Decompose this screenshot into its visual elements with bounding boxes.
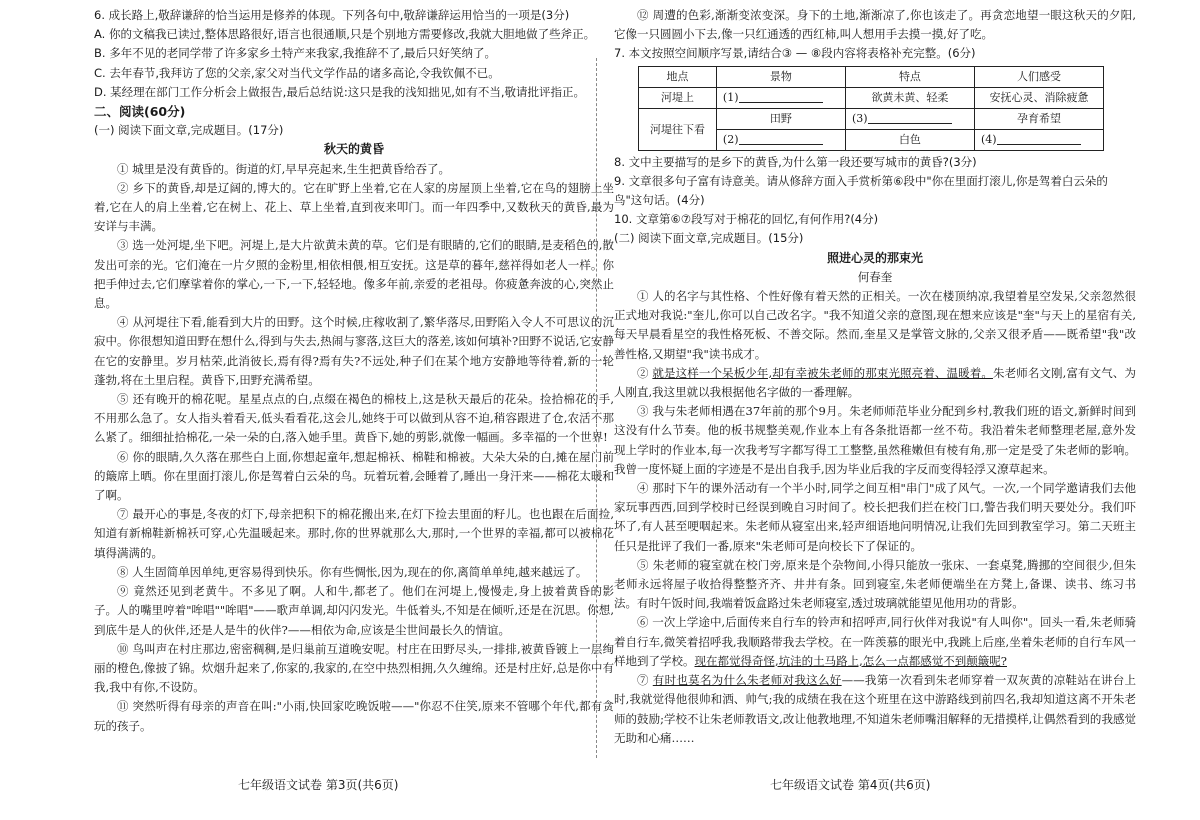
question-8: 8. 文中主要描写的是乡下的黄昏,为什么第一段还要写城市的黄昏?(3分) [614, 154, 977, 169]
table-cell-blank-2[interactable] [716, 129, 845, 150]
article-2-paragraph [614, 479, 1136, 556]
question-6-option-c: C. 去年春节,我拜访了您的父亲,家父对当代文学作品的诸多高论,令我钦佩不已。 [94, 65, 500, 80]
article-2-paragraph [614, 364, 1136, 402]
answer-blank[interactable] [739, 90, 823, 103]
table-cell-place: 河堤往下看 [639, 108, 717, 150]
table-cell-blank-1[interactable] [716, 87, 845, 108]
article-1-paragraph: ⑦ 最开心的事是,冬夜的灯下,母亲把积下的棉花搬出来,在灯下捡去里面的籽儿。也也跟在后面捡,知道有新棉鞋新棉袄可穿,心先温暖起来。那时,你的世界就那么大,那时,一个世界的幸福,都可以被棉花填得满满的。 [94, 507, 614, 560]
question-7-table [638, 66, 1104, 151]
table-cell-blank-4[interactable] [974, 129, 1103, 150]
paragraph-text: 朱老师名文刚,富有文气、为人刚直,我这里就以我根据他名字做的一番理解。 [614, 365, 1137, 400]
question-6-option-a: A. 你的文稿我已读过,整体思路很好,语言也很通顺,只是个别地方需要修改,我就大胆地做了些斧正。 [94, 27, 596, 42]
table-cell-feature: 欲黄未黄、轻柔 [845, 87, 974, 108]
paragraph-text: ② [637, 365, 653, 380]
article-1-paragraph: ④ 从河堤往下看,能看到大片的田野。这个时候,庄稼收割了,繁华落尽,田野陷入令人不可思议的沉寂中。你很想知道田野在想什么,得到与失去,热闹与寥落,这巨大的落差,该如何填补?田野不说话,它安静在它的安静里。岁月枯荣,此消彼长,焉有得?焉有失?不远处,种子们在某个地方安静地等待着,新的一轮蓬勃,将在土里启程。黄昏下,田野充满希望。 [94, 315, 614, 387]
part-2-instruction: (二) 阅读下面文章,完成题目。(15分) [614, 231, 804, 246]
paragraph-text: ④ 那时下午的课外活动有一个半小时,同学之间互相"串门"成了风气。一次,一个同学邀请我们去他家玩事西西,回到学校时已经误到晚自习时间了。校长把我们拦在校门口,警告我们明天要处分。我们吓坏了,有人甚至哽咽起来。朱老师从寝室出来,轻声细语地问明情况,让我们先回到教室学习。第二天班主任只是批评了我们一番,原来"朱老师可是向校长下了保证的。 [614, 481, 1136, 553]
paragraph-text: ① 人的名字与其性格、个性好像有着天然的正相关。一次在楼顶纳凉,我望着星空发呆,父亲忽然很正式地对我说:"奎儿,你可以自己改名字。"我不知道父亲的意图,现在想来应该是"奎"与天上的星宿有关,每天早晨看星空的我性格死板、不善交际。然而,奎星又是掌管文脉的,父亲又很矛盾——既希望"我"改善性格,又期望"我"读书成才。 [614, 289, 1136, 361]
article-1-paragraph: ⑤ 还有晚开的棉花呢。星星点点的白,点缀在褐色的棉枝上,这是秋天最后的花朵。捡拾棉花的手,不用那么急了。女人指头着看天,低头看看花,这会儿,她终于可以做到从容不迫,稍容跟进了仓,农活不那么紧了。细细扯拾棉花,一朵一朵的白,落入她手里。黄昏下,她的剪影,就像一幅画。多幸福的一个世界! [94, 392, 614, 445]
underlined-sentence: 现在都觉得奇怪,坑洼的土马路上,怎么一点都感觉不到颠簸呢? [694, 653, 1007, 668]
paragraph-text: ③ 我与朱老师相遇在37年前的那个9月。朱老师师范毕业分配到乡村,教我们班的语文,新鲜时间到这没有什么节奏。他的板书规整美观,作业本上有各条批语都一丝不苟。我沿着朱老师整理老屋,意外发现上学时的作业本,每一次我考写字都写得工工整整,虽然稚嫩但有棱有角,那一定是受了朱老师的影响。我曾一度怀疑上面的字迹是不是出自我手,因为毕业后我的字反而变得轻浮又潦草起来。 [614, 404, 1136, 476]
article-1-paragraph: ③ 选一处河堤,坐下吧。河堤上,是大片欲黄未黄的草。它们是有眼睛的,它们的眼睛,是麦稻色的,散发出可亲的光。它们淹在一片夕照的金粉里,相依相偎,相互安抚。这是草的暮年,慈祥得如老人一样。你把手伸过去,它们摩挲着你的掌心,一下,一下,轻轻地。像多年前,亲爱的老祖母。你疲惫奔波的心,突然止息。 [94, 238, 614, 311]
article-2-paragraph [614, 287, 1136, 364]
paragraph-text: ⑤ 朱老师的寝室就在校门旁,原来是个杂物间,小得只能放一张床、一套桌凳,腾挪的空间很少,但朱老师永远将屋子收拾得整整齐齐、井井有条。回到寝室,朱老师便端坐在方凳上,备课、读书、练习书法。有时午饭时间,我端着饭盒路过朱老师寝室,透过玻璃就能望见他用功的背影。 [614, 557, 1136, 611]
paragraph-text: ——我第一次看到朱老师穿着一双灰黄的凉鞋站在讲台上时,我就觉得他很帅和洒、帅气;我的成绩在我在这个班里在这中游路线到前四名,我却知道这离不开朱老师的鼓励;学校不让朱老师教语文,改让他教地理,不知道朱老师嘴泪解释的无措摸样,让偶然看到的我感觉无助和心痛…… [614, 673, 1137, 745]
article-1-paragraph: ⑧ 人生固简单因单纯,更容易得到快乐。你有些惆怅,因为,现在的你,离简单单纯,越来越远了。 [117, 564, 588, 579]
page-3-footer: 七年级语文试卷 第3页(共6页) [238, 778, 399, 792]
table-cell-feeling: 孕育希望 [974, 108, 1103, 129]
table-header: 人们感受 [974, 66, 1103, 87]
table-cell-scene: 田野 [716, 108, 845, 129]
question-6-option-d: D. 某经理在部门工作分析会上做报告,最后总结说:这只是我的浅知拙见,如有不当,敬请批评指正。 [94, 84, 586, 99]
article-2-paragraph [614, 613, 1136, 671]
question-6-option-b: B. 多年不见的老同学带了许多家乡土特产来我家,我推辞不了,最后只好笑纳了。 [94, 46, 497, 61]
page-4-footer: 七年级语文试卷 第4页(共6页) [770, 778, 931, 792]
blank-label: (2) [722, 133, 739, 146]
article-2-title: 照进心灵的那束光 [826, 250, 923, 265]
answer-blank[interactable] [997, 132, 1081, 145]
blank-label: (3) [851, 112, 868, 125]
answer-blank[interactable] [868, 111, 952, 124]
paragraph-text: ⑦ [637, 673, 653, 688]
article-1-paragraph: ① 城里是没有黄昏的。街道的灯,早早亮起来,生生把黄昏给吞了。 [117, 161, 450, 176]
table-header: 特点 [845, 66, 974, 87]
question-10: 10. 文章第⑥⑦段写对于棉花的回忆,有何作用?(4分) [614, 212, 879, 227]
underlined-sentence: 有时也莫名为什么朱老师对我这么好 [652, 673, 842, 688]
section-reading-heading: 二、阅读(60分) [94, 104, 186, 120]
table-header: 地点 [639, 66, 717, 87]
article-1-paragraph: ⑥ 你的眼睛,久久落在那些白上面,你想起童年,想起棉袄、棉鞋和棉被。大朵大朵的白,摊在屋门前的簸席上晒。你在里面打滚儿,你是驾着白云朵的鸟。玩着玩着,会睡着了,睡出一身汗来——棉花太暖和了啊。 [94, 449, 614, 503]
blank-label: (1) [722, 91, 739, 104]
article-2-paragraph [614, 671, 1136, 748]
article-2-author: 何春奎 [857, 269, 893, 284]
article-1-paragraph: ⑫ 周遭的色彩,渐渐变浓变深。身下的土地,渐渐凉了,你也该走了。再贪恋地望一眼这秋天的夕阳,它像一只圆圆小下去,像一只红通透的西红柿,叫人想用手去摸一摸,好了吃。 [614, 8, 1136, 42]
page-4 [614, 6, 1136, 748]
page-3 [94, 6, 614, 736]
table-cell-feature: 白色 [845, 129, 974, 150]
table-cell-place: 河堤上 [639, 87, 717, 108]
article-1-paragraph: ⑪ 突然听得有母亲的声音在叫:"小雨,快回家吃晚饭啦——"你忍不住笑,原来不管哪个年代,都有贪玩的孩子。 [94, 699, 614, 733]
table-cell-feeling: 安抚心灵、消除疲惫 [974, 87, 1103, 108]
table-cell-blank-3[interactable] [845, 108, 974, 129]
page-divider [596, 58, 597, 758]
article-2-paragraph [614, 556, 1136, 614]
paragraph-text: ⑥ 一次上学途中,后面传来自行车的铃声和招呼声,同行伙伴对我说"有人叫你"。回头一看,朱老师骑着自行车,微笑着招呼我,我顺路带我去学校。在一阵羡慕的眼光中,我跳上后座,坐着朱老师的自行车风一样地到了学校。 [614, 615, 1136, 668]
underlined-sentence: 就是这样一个呆板少年,却有幸被朱老师的那束光照亮着、温暖着。 [652, 365, 993, 380]
article-1-paragraph: ⑨ 竟然还见到老黄牛。不多见了啊。人和牛,都老了。他们在河堤上,慢慢走,身上披着黄昏的影子。人的嘴里哼着"哞唱""哞唱"——歌声单调,却闪闪发光。牛低着头,不知是在倾听,还是在沉思。你想,到底牛是人的伙伴,还是人是牛的伙伴?——相依为命,应该是尘世间最长久的情谊。 [94, 584, 614, 637]
question-9: 9. 文章很多句子富有诗意美。请从修辞方面入手赏析第⑥段中"你在里面打滚儿,你是驾着白云朵的鸟"这句话。(4分) [614, 173, 1108, 208]
article-1-paragraph: ② 乡下的黄昏,却是辽阔的,博大的。它在旷野上坐着,它在人家的房屋顶上坐着,它在鸟的翅膀上坐着,它在人的肩上坐着,它在树上、花上、草上坐着,直到夜来叩门。而一年四季中,又数秋天的黄昏,最为安详与丰满。 [94, 180, 614, 234]
answer-blank[interactable] [739, 132, 823, 145]
article-2-paragraph [614, 402, 1136, 479]
article-1-title: 秋天的黄昏 [323, 142, 384, 157]
part-1-instruction: (一) 阅读下面文章,完成题目。(17分) [94, 123, 284, 138]
question-7: 7. 本文按照空间顺序写景,请结合③ — ⑧段内容将表格补充完整。(6分) [614, 46, 976, 61]
table-header: 景物 [716, 66, 845, 87]
article-1-paragraph: ⑩ 鸟叫声在村庄那边,密密稠稠,是归巢前互道晚安呢。村庄在田野尽头,一排排,被黄昏镀上一层绚丽的橙色,像披了锦。炊烟升起来了,你家的,我家的,在空中热烈相拥,久久缠绵。还是村庄好,总是你中有我,我中有你,不设防。 [94, 641, 614, 695]
question-6-stem: 6. 成长路上,敬辞谦辞的恰当运用是修养的体现。下列各句中,敬辞谦辞运用恰当的一项是(3分) [94, 8, 570, 22]
blank-label: (4) [980, 133, 997, 146]
